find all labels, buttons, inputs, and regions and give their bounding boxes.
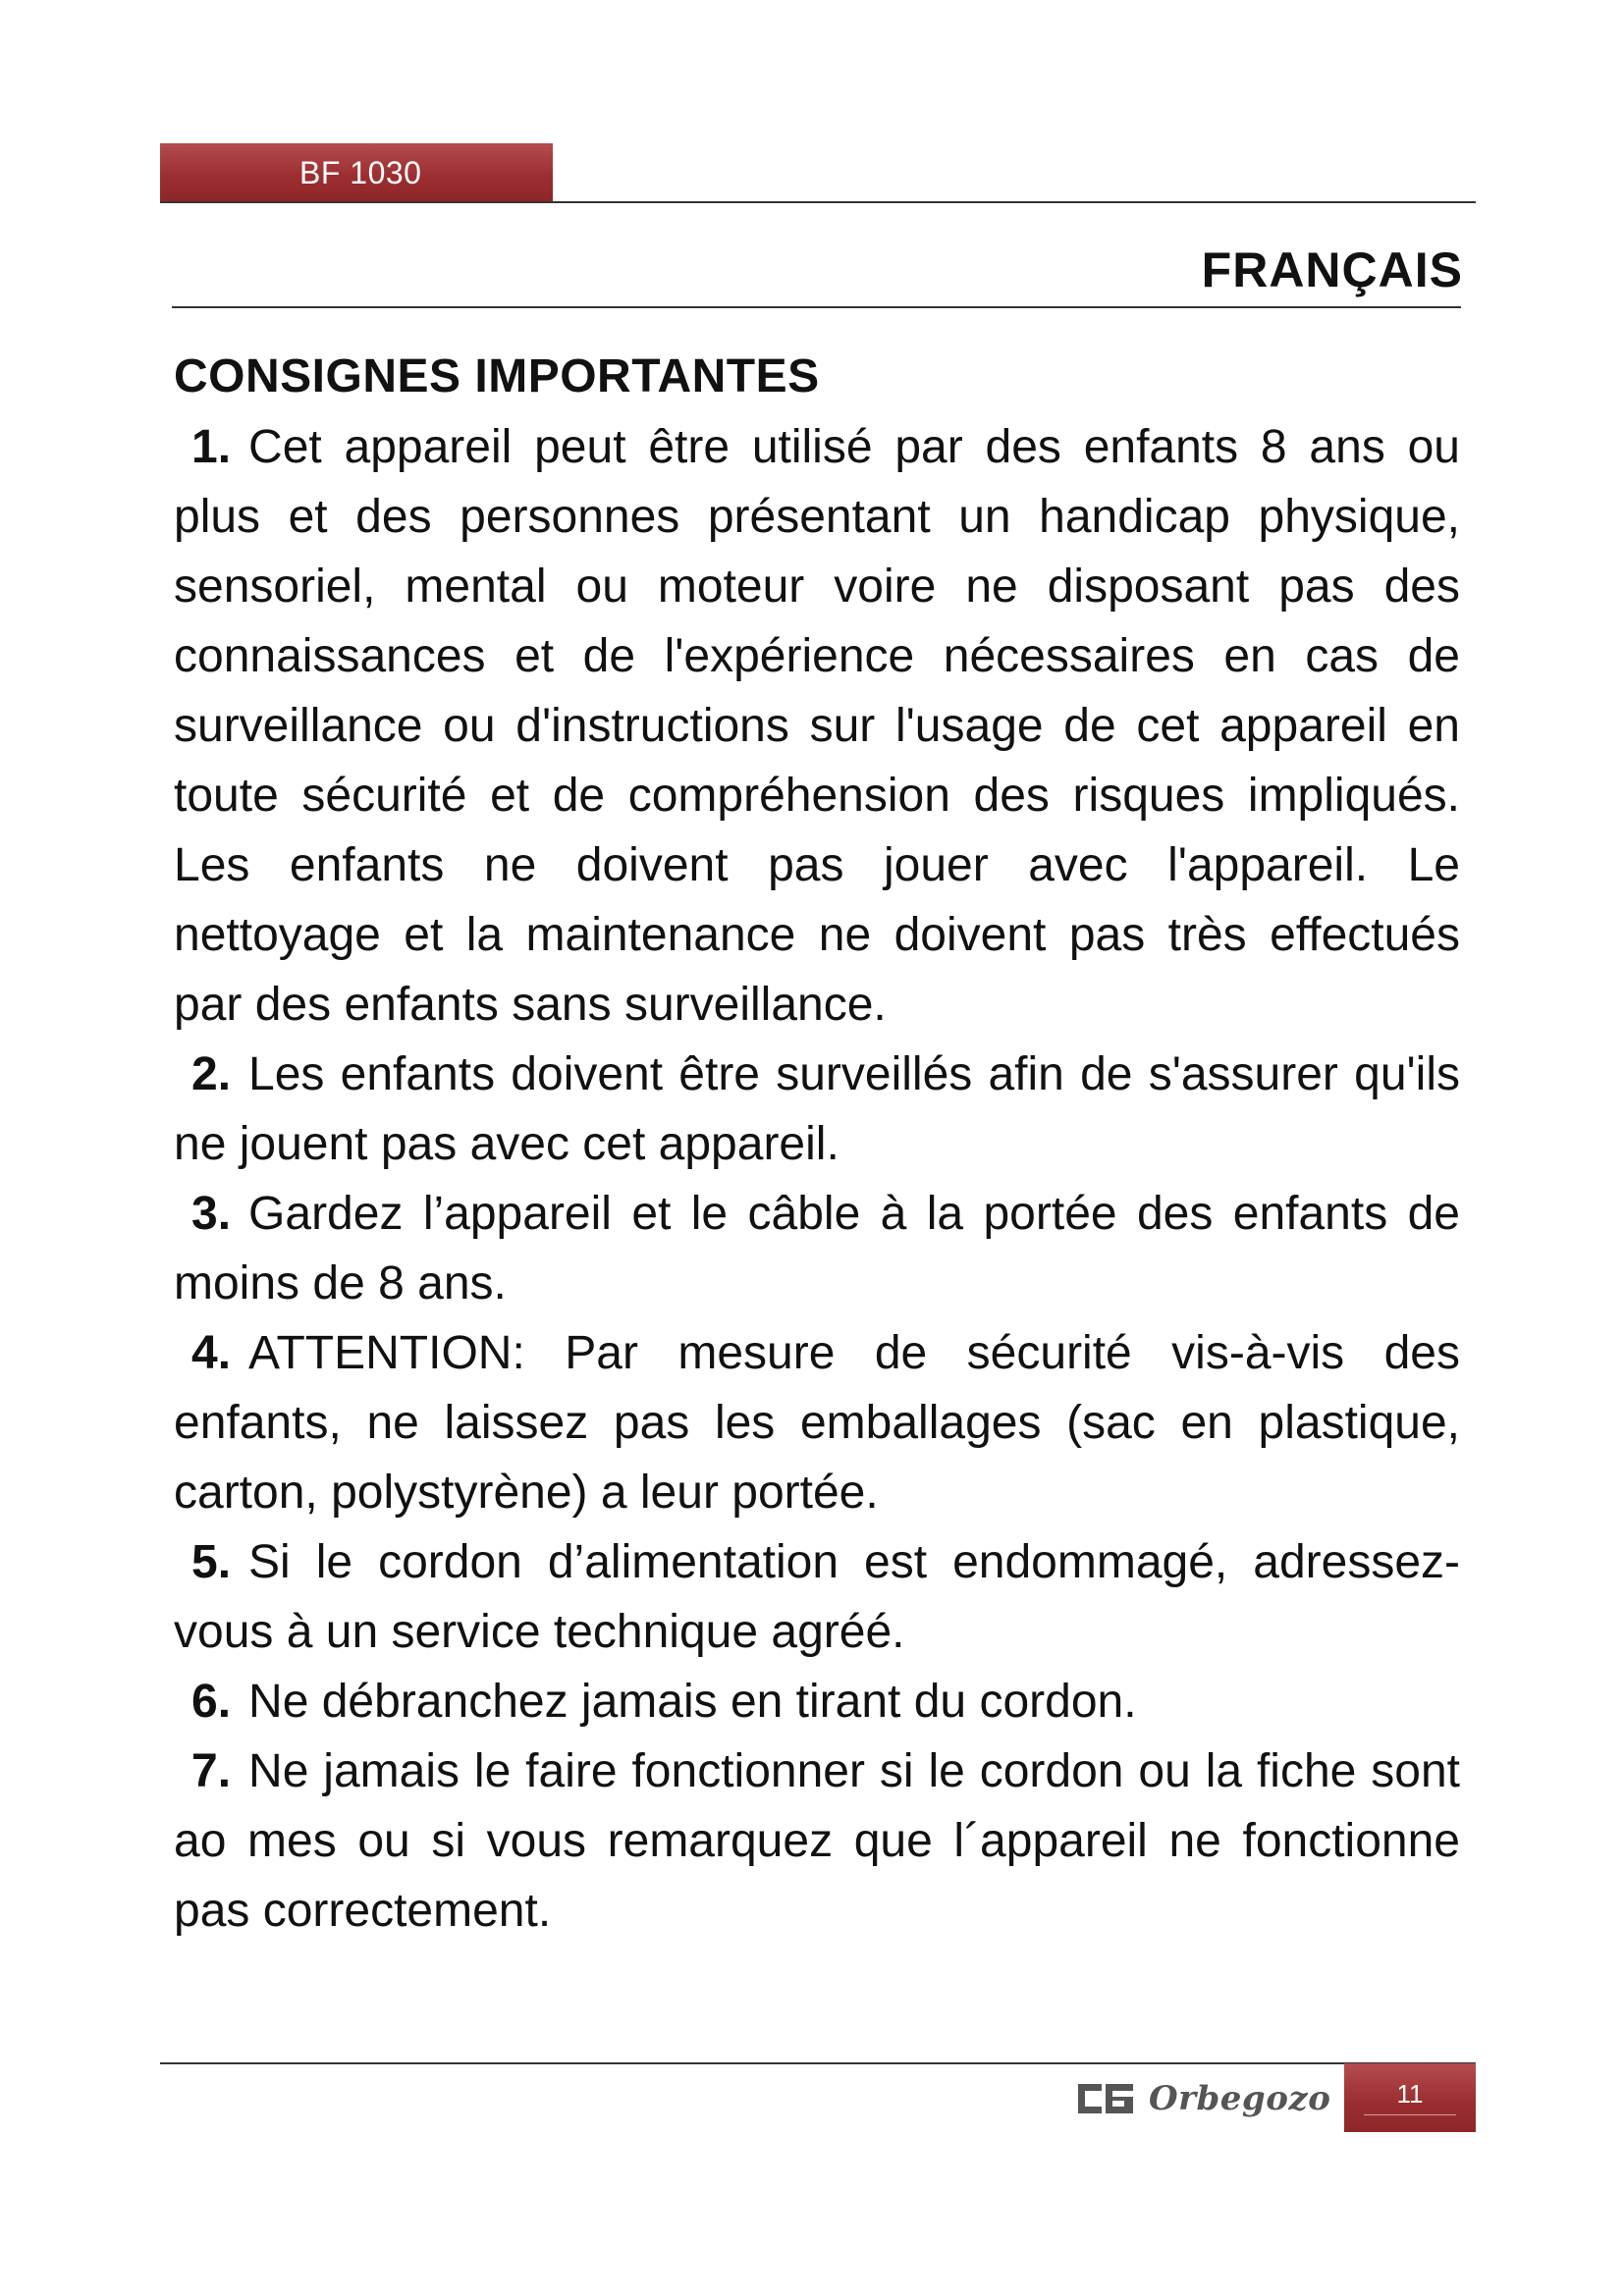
list-item bbox=[174, 1179, 1460, 1318]
item-number: 2. bbox=[191, 1048, 232, 1100]
item-number: 1. bbox=[191, 421, 232, 473]
list-item bbox=[174, 412, 1460, 1040]
section-title: CONSIGNES IMPORTANTES bbox=[174, 350, 820, 402]
item-number: 6. bbox=[191, 1676, 232, 1728]
footer-divider bbox=[160, 2062, 1476, 2064]
list-item bbox=[174, 1736, 1460, 1946]
item-number: 4. bbox=[191, 1327, 232, 1379]
list-item bbox=[174, 1667, 1460, 1736]
item-text: Si le cordon d’alimentation est endommagé, adressez-vous à un service technique agréé. bbox=[174, 1536, 1460, 1658]
model-label: BF 1030 bbox=[299, 155, 422, 190]
model-label-tab bbox=[160, 143, 553, 202]
item-number: 5. bbox=[191, 1536, 232, 1588]
brand-name: Orbegozo bbox=[1149, 2079, 1331, 2118]
header-divider bbox=[160, 201, 1476, 203]
language-heading: FRANÇAIS bbox=[1201, 242, 1463, 297]
item-text: Gardez l’appareil et le câble à la portée des enfants de moins de 8 ans. bbox=[174, 1188, 1460, 1309]
item-text: Les enfants doivent être surveillés afin de s'assurer qu'ils ne jouent pas avec cet appareil. bbox=[174, 1048, 1460, 1170]
instructions-list bbox=[174, 412, 1460, 1946]
brand-logo bbox=[1078, 2074, 1330, 2123]
brand-mark-icon bbox=[1078, 2084, 1133, 2113]
item-text: Ne jamais le faire fonctionner si le cordon ou la fiche sont ao mes ou si vous remarquez que l´appareil ne fonctionne pas correctement. bbox=[174, 1745, 1460, 1937]
language-divider bbox=[172, 306, 1461, 308]
item-number: 7. bbox=[191, 1745, 232, 1797]
page-number-tab bbox=[1344, 2063, 1476, 2132]
list-item bbox=[174, 1040, 1460, 1179]
item-text: Cet appareil peut être utilisé par des enfants 8 ans ou plus et des personnes présentant un handicap physique, sensoriel, mental ou moteur voire ne disposant pas des connaissances et de l'expérience nécessaires en cas de surveillance ou d'instructions sur l'usage de cet appareil en toute sécurité et de compréhension des risques impliqués. Les enfants ne doivent pas jouer avec l'appareil. Le nettoyage et la maintenance ne doivent pas très effectués par des enfants sans surveillance. bbox=[174, 421, 1460, 1031]
item-text: Ne débranchez jamais en tirant du cordon. bbox=[248, 1676, 1137, 1728]
list-item bbox=[174, 1318, 1460, 1527]
page-number: 11 bbox=[1396, 2079, 1424, 2109]
item-text: ATTENTION: Par mesure de sécurité vis-à-vis des enfants, ne laissez pas les emballages (sac en plastique, carton, polystyrène) a leur portée. bbox=[174, 1327, 1460, 1519]
item-number: 3. bbox=[191, 1188, 232, 1240]
list-item bbox=[174, 1527, 1460, 1667]
page-number-underline bbox=[1364, 2114, 1456, 2115]
